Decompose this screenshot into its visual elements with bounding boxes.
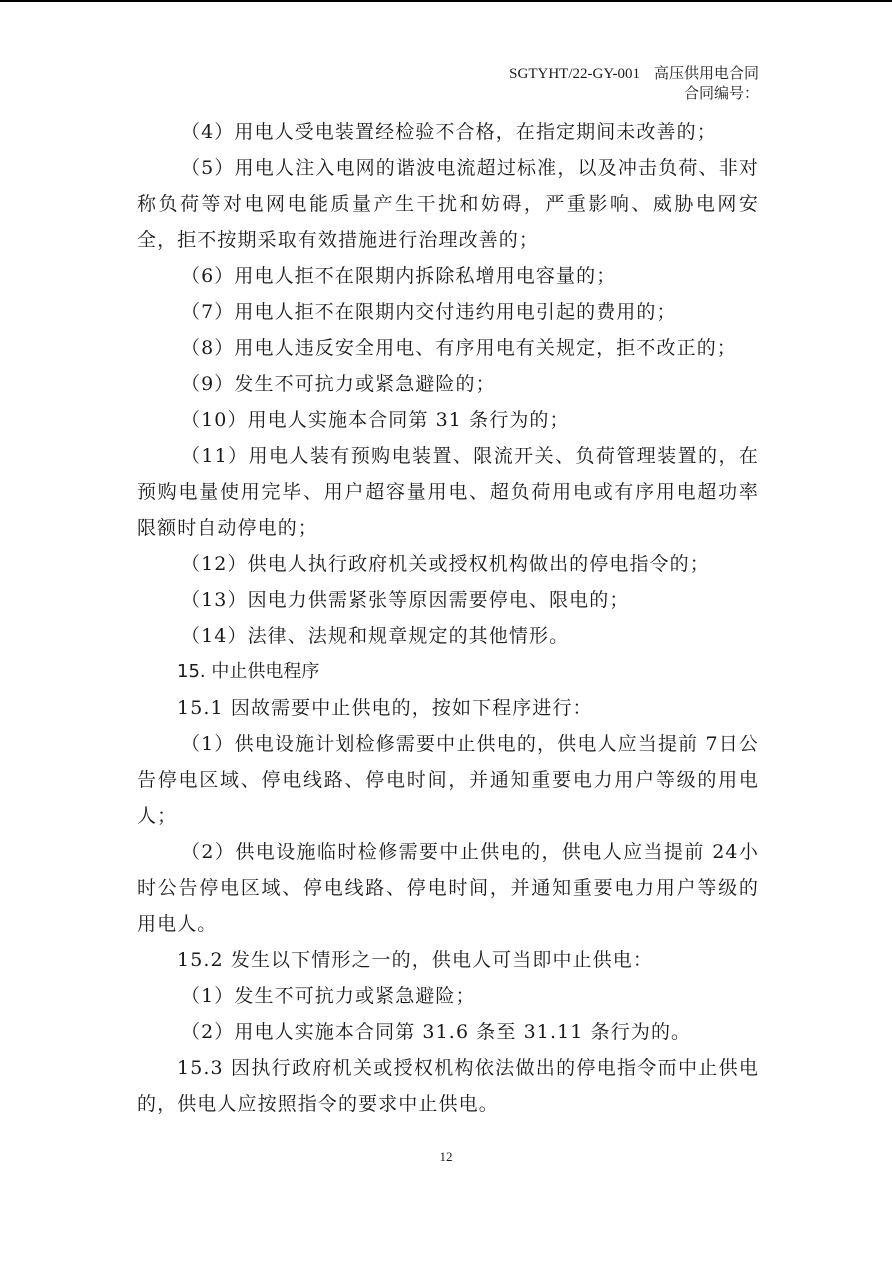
contract-title: 高压供用电合同	[653, 66, 759, 82]
clause-15-1-item-2: （2）供电设施临时检修需要中止供电的，供电人应当提前 24小时公告停电区域、停电线路、停电时间，并通知重要电力用户等级的用电人。	[137, 841, 759, 935]
clause-15-3: 15.3 因执行政府机关或授权机构依法做出的停电指令而中止供电的，供电人应按照指令的要求中止供电。	[137, 1057, 759, 1115]
clause-15-1-item-1: （1）供电设施计划检修需要中止供电的，供电人应当提前 7日公告停电区域、停电线路、停电时间，并通知重要电力用户等级的用电人；	[137, 733, 759, 827]
document-header	[509, 64, 759, 104]
clause-item-12: （12）供电人执行政府机关或授权机构做出的停电指令的；	[181, 553, 710, 575]
clause-item-14: （14）法律、法规和规章规定的其他情形。	[181, 625, 570, 647]
clause-item-7: （7）用电人拒不在限期内交付违约用电引起的费用的；	[181, 301, 677, 323]
section-heading: 15. 中止供电程序	[177, 661, 320, 682]
document-body	[137, 114, 759, 1122]
clause-item-13: （13）因电力供需紧张等原因需要停电、限电的；	[181, 589, 630, 611]
contract-code: SGTYHT/22-GY-001	[509, 66, 640, 82]
clause-15-2-item-2: （2）用电人实施本合同第 31.6 条至 31.11 条行为的。	[181, 1021, 692, 1043]
clause-item-8: （8）用电人违反安全用电、有序用电有关规定，拒不改正的；	[181, 337, 737, 359]
clause-item-5: （5）用电人注入电网的谐波电流超过标准，以及冲击负荷、非对称负荷等对电网电能质量产生干扰和妨碍，严重影响、威胁电网安全，拒不按期采取有效措施进行治理改善的；	[137, 157, 759, 251]
clause-item-11: （11）用电人装有预购电装置、限流开关、负荷管理装置的，在预购电量使用完毕、用户超容量用电、超负荷用电或有序用电超功率限额时自动停电的；	[137, 445, 759, 539]
clause-item-9: （9）发生不可抗力或紧急避险的；	[181, 373, 496, 395]
clause-15-2-item-1: （1）发生不可抗力或紧急避险；	[181, 985, 476, 1007]
page-number: 12	[439, 1149, 453, 1164]
clause-15-1: 15.1 因故需要中止供电的，按如下程序进行：	[177, 697, 593, 719]
header-line-1	[509, 64, 759, 84]
clause-item-4: （4）用电人受电装置经检验不合格，在指定期间未改善的；	[181, 121, 717, 143]
clause-item-10: （10）用电人实施本合同第 31 条行为的；	[181, 409, 570, 431]
clause-15-2: 15.2 发生以下情形之一的，供电人可当即中止供电：	[177, 949, 653, 971]
contract-number-label: 合同编号：	[683, 86, 759, 102]
top-border-line	[0, 0, 892, 2]
clause-item-6: （6）用电人拒不在限期内拆除私增用电容量的；	[181, 265, 617, 287]
